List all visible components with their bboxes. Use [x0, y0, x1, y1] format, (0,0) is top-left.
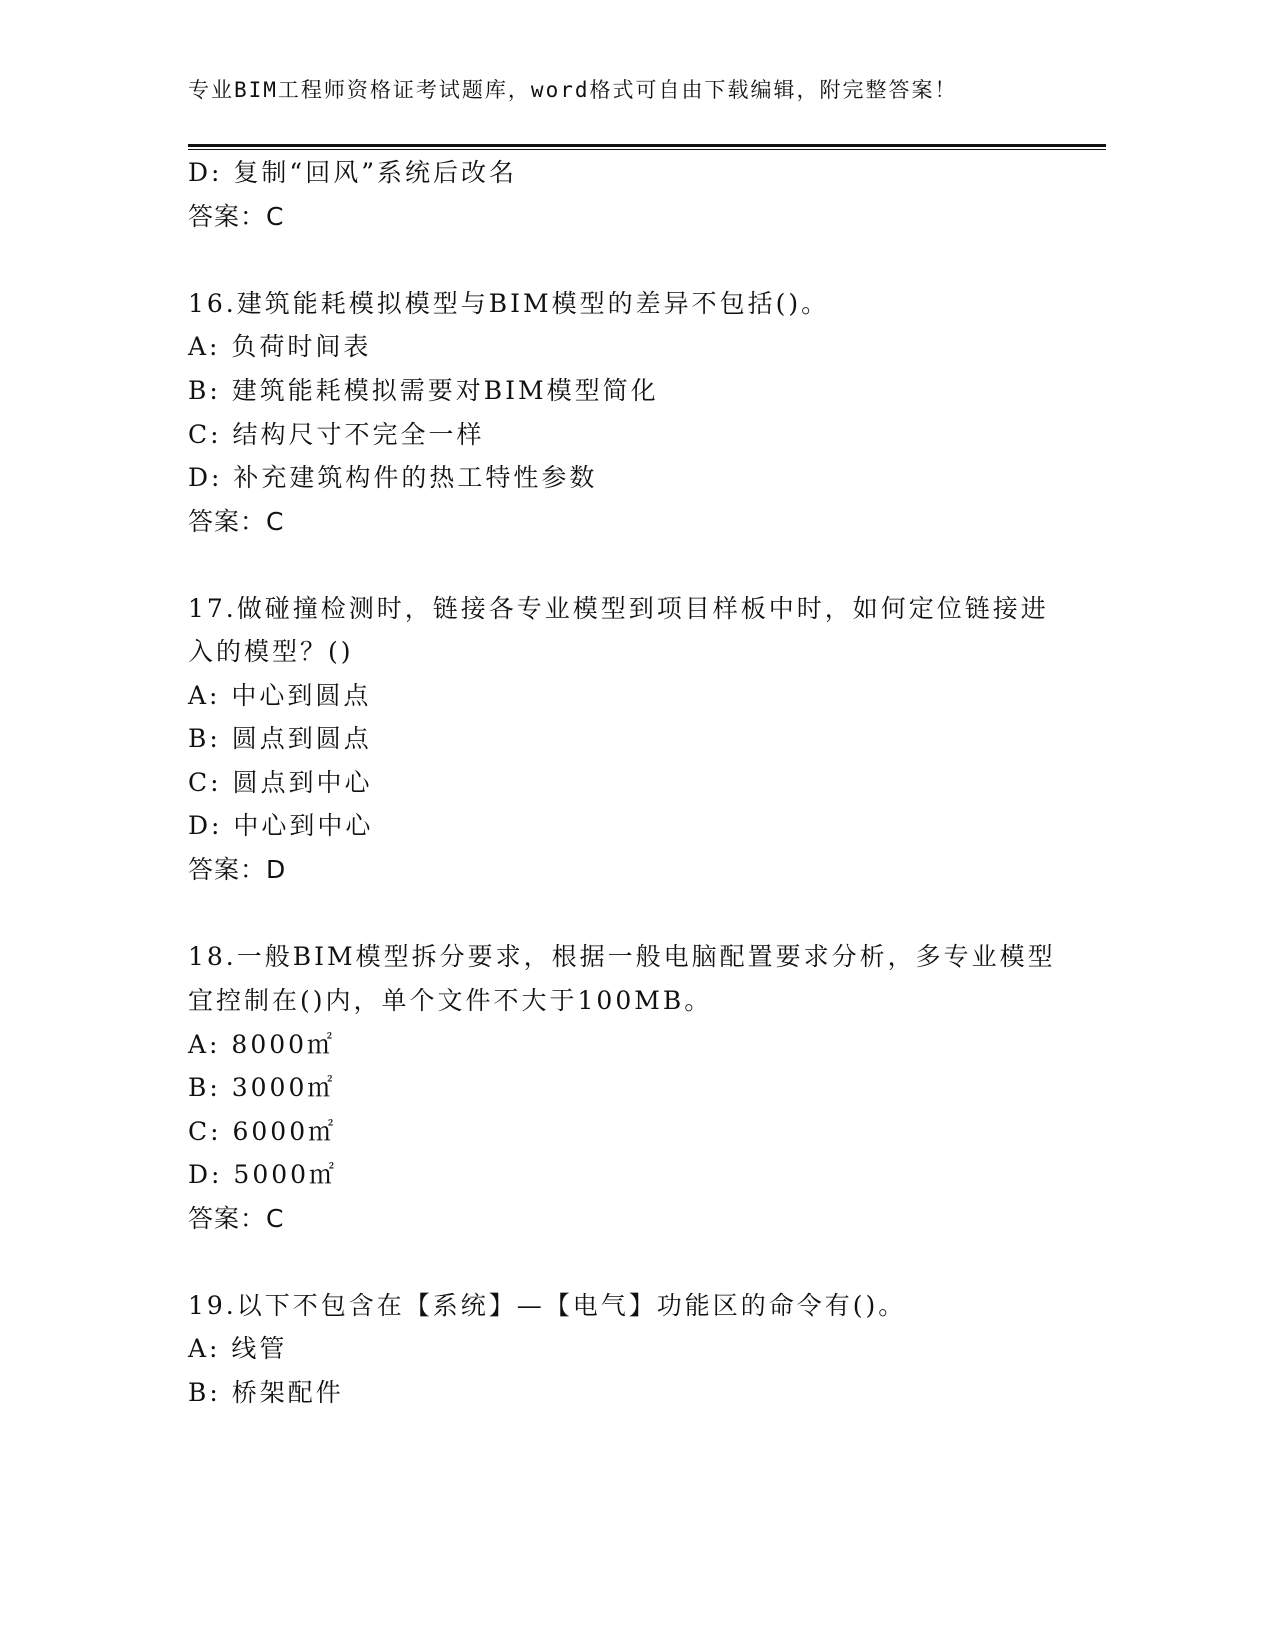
option-line: B: 建筑能耗模拟需要对BIM模型简化 — [188, 376, 659, 405]
answer-line: 答案：C — [188, 1204, 285, 1233]
option-line: D: 中心到中心 — [188, 811, 374, 840]
header-divider — [188, 144, 1106, 152]
option-line: A: 8000㎡ — [188, 1030, 336, 1059]
option-line: A: 线管 — [188, 1334, 288, 1363]
option-line: B: 桥架配件 — [188, 1378, 344, 1407]
answer-line: 答案：D — [188, 855, 287, 884]
question-17-text-cont: 入的模型？() — [188, 637, 354, 666]
option-line: D: 5000㎡ — [188, 1160, 338, 1189]
option-line: D: 复制“回风”系统后改名 — [188, 158, 517, 187]
option-line: C: 6000㎡ — [188, 1117, 337, 1146]
option-line: D: 补充建筑构件的热工特性参数 — [188, 463, 598, 492]
option-line: B: 圆点到圆点 — [188, 724, 372, 753]
option-line: A: 中心到圆点 — [188, 681, 372, 710]
header-divider-thin — [188, 149, 1106, 150]
question-19-text: 19.以下不包含在【系统】—【电气】功能区的命令有()。 — [188, 1291, 907, 1320]
option-line: A: 负荷时间表 — [188, 332, 372, 361]
option-line: C: 圆点到中心 — [188, 768, 373, 797]
option-line: B: 3000㎡ — [188, 1073, 336, 1102]
question-16-text: 16.建筑能耗模拟模型与BIM模型的差异不包括()。 — [188, 289, 830, 318]
question-18-text-cont: 宜控制在()内，单个文件不大于100MB。 — [188, 986, 713, 1015]
option-line: C: 结构尺寸不完全一样 — [188, 420, 485, 449]
question-17-text: 17.做碰撞检测时，链接各专业模型到项目样板中时，如何定位链接进 — [188, 594, 1049, 623]
page-header: 专业BIM工程师资格证考试题库，word格式可自由下载编辑，附完整答案！ — [188, 78, 958, 102]
answer-line: 答案：C — [188, 507, 285, 536]
question-18-text: 18.一般BIM模型拆分要求，根据一般电脑配置要求分析，多专业模型 — [188, 942, 1056, 971]
header-divider-thick — [188, 144, 1106, 147]
answer-line: 答案：C — [188, 202, 285, 231]
